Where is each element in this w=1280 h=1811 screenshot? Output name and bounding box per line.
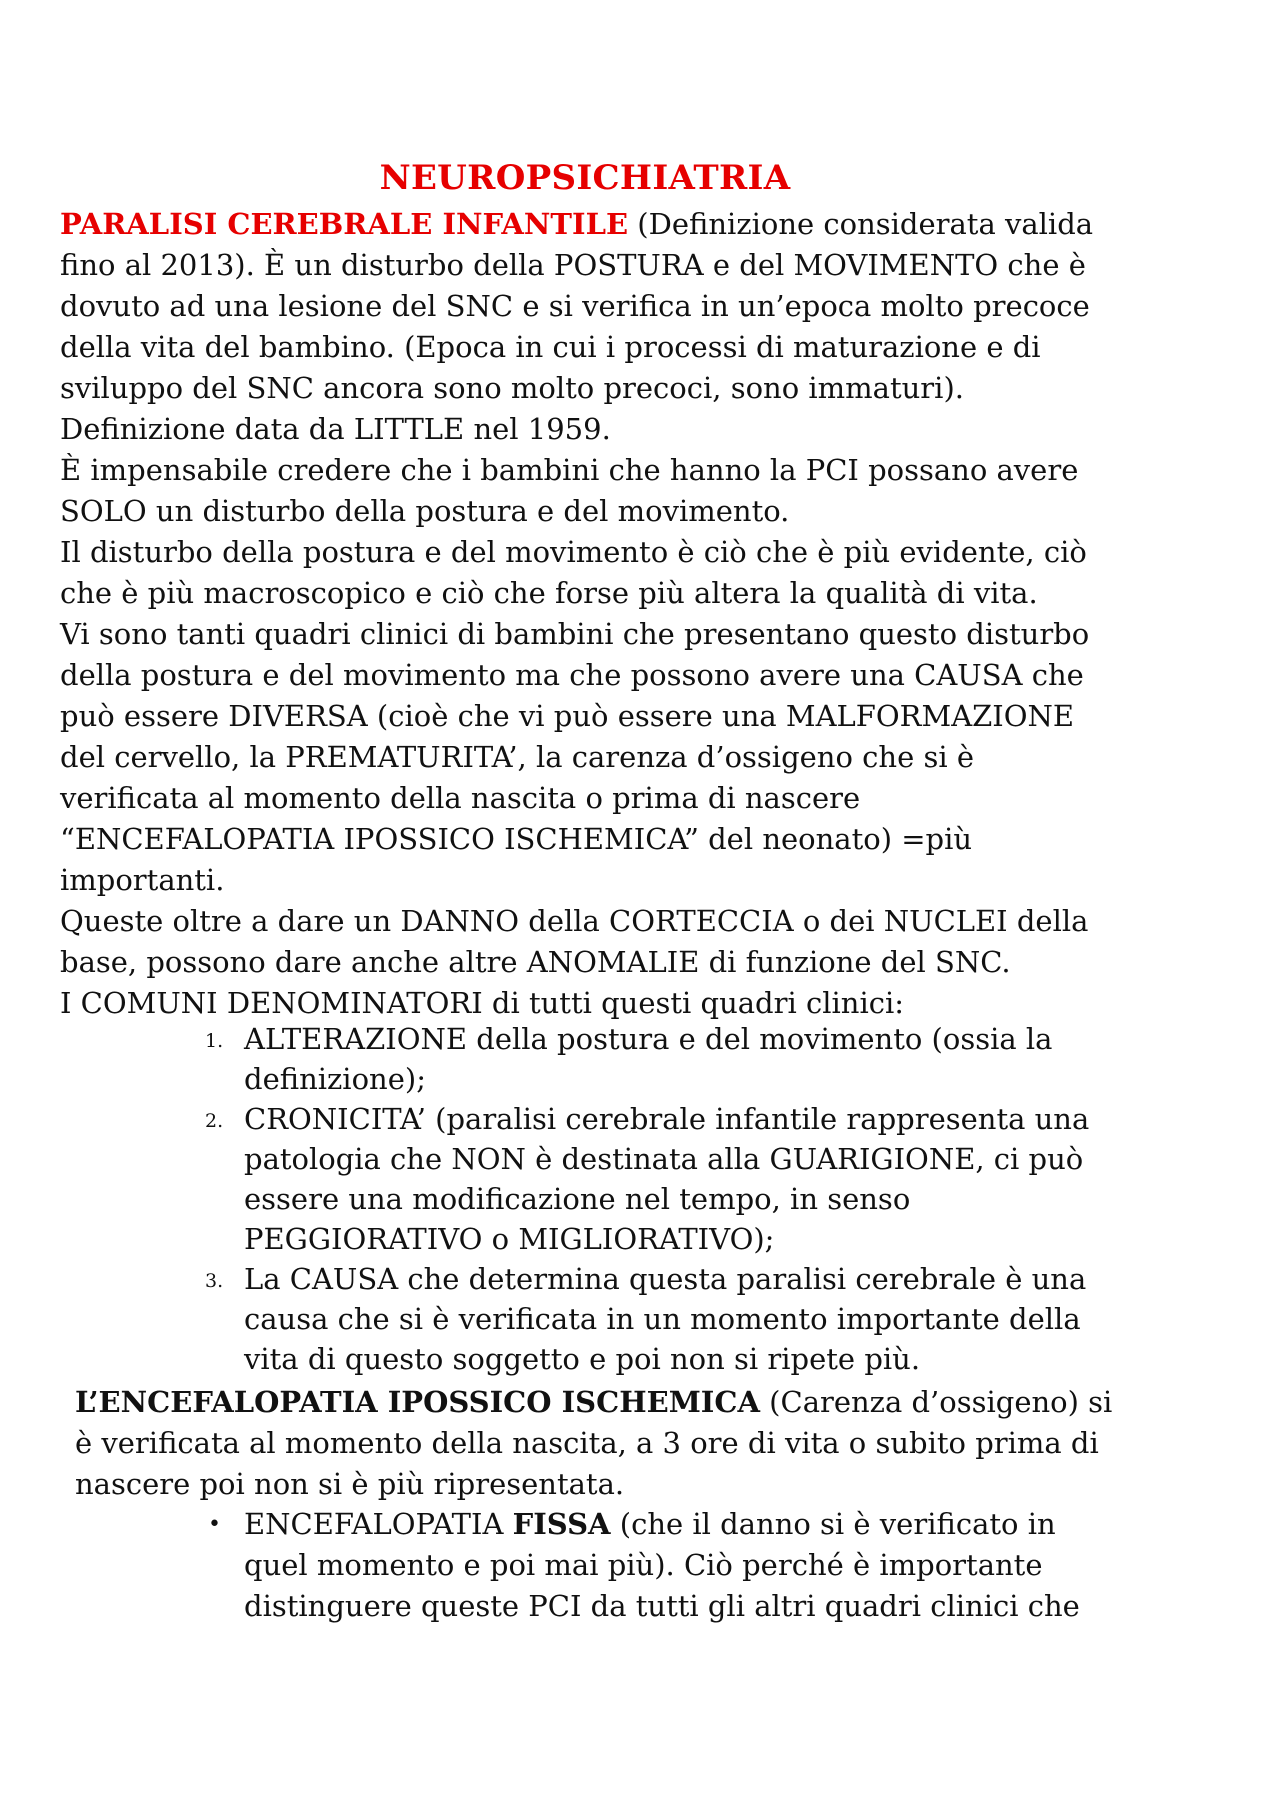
paragraph-text: Definizione data da LITTLE nel 1959. [60, 412, 611, 446]
list-item [205, 1099, 1110, 1259]
bullet-list [210, 1504, 1110, 1627]
paragraph-text: (Definizione considerata valida fino al 2013). È un disturbo della POSTURA e del MOVIMENTO che è dovuto ad una lesione del SNC e si verifica in un’epoca molto precoce della vita del bambino. (Epoca in cui i processi di maturazione e di sviluppo del SNC ancora sono molto precoci, sono immaturi). [60, 207, 1094, 405]
intro-section [60, 204, 1110, 1024]
list-item [210, 1504, 1110, 1627]
paragraph-text: I COMUNI DENOMINATORI di tutti questi quadri clinici: [60, 986, 905, 1020]
list-number: 2. [205, 1110, 224, 1132]
list-item-text: ENCEFALOPATIA [244, 1507, 513, 1541]
emphasis-text: FISSA [512, 1507, 611, 1541]
list-item-text: La CAUSA che determina questa paralisi cerebrale è una causa che si è verificata in un momento importante della vita di questo soggetto e poi non si ripete più. [244, 1262, 1087, 1376]
encefalopatia-paragraph [75, 1382, 1115, 1505]
list-item-text: (che il danno si è verificato in quel momento e poi mai più). Ciò perché è importante distinguere queste PCI da tutti gli altri quadri clinici che [244, 1507, 1080, 1623]
paragraph-text: Queste oltre a dare un DANNO della CORTECCIA o dei NUCLEI della base, possono dare anche altre ANOMALIE di funzione del SNC. [60, 904, 1089, 979]
bullet-icon: • [208, 1512, 221, 1537]
paragraph-text: Vi sono tanti quadri clinici di bambini che presentano questo disturbo della postura e del movimento ma che possono avere una CAUSA che può essere DIVERSA (cioè che vi può essere una MALFORMAZIONE del cervello, la PREMATURITA’, la carenza d’ossigeno che si è verificata al momento della nascita o prima di nascere “ENCEFALOPATIA IPOSSICO ISCHEMICA” del neonato) =più importanti. [60, 617, 1090, 897]
paragraph-text: È impensabile credere che i bambini che hanno la PCI possano avere SOLO un disturbo della postura e del movimento. [60, 453, 1079, 528]
paragraph-text: Il disturbo della postura e del movimento è ciò che è più evidente, ciò che è più macroscopico e ciò che forse più altera la qualità di vita. [60, 535, 1087, 610]
intro-paragraph [60, 204, 1110, 409]
list-item-text: ALTERAZIONE della postura e del movimento (ossia la definizione); [244, 1022, 1053, 1096]
section-heading: L’ENCEFALOPATIA IPOSSICO ISCHEMICA [75, 1385, 760, 1419]
list-number: 3. [205, 1270, 224, 1292]
section-heading: PARALISI CEREBRALE INFANTILE [60, 207, 629, 241]
list-item [205, 1259, 1110, 1379]
numbered-list [205, 1019, 1110, 1379]
list-item-text: CRONICITA’ (paralisi cerebrale infantile rappresenta una patologia che NON è destinata alla GUARIGIONE, ci può essere una modificazione nel tempo, in senso PEGGIORATIVO o MIGLIORATIVO); [244, 1102, 1090, 1256]
list-item [205, 1019, 1110, 1099]
paragraph-text: (Carenza d’ossigeno) si è verificata al momento della nascita, a 3 ore di vita o subito prima di nascere poi non si è più ripresentata. [75, 1385, 1113, 1501]
page-title: NEUROPSICHIATRIA [379, 158, 791, 198]
list-number: 1. [205, 1030, 224, 1052]
